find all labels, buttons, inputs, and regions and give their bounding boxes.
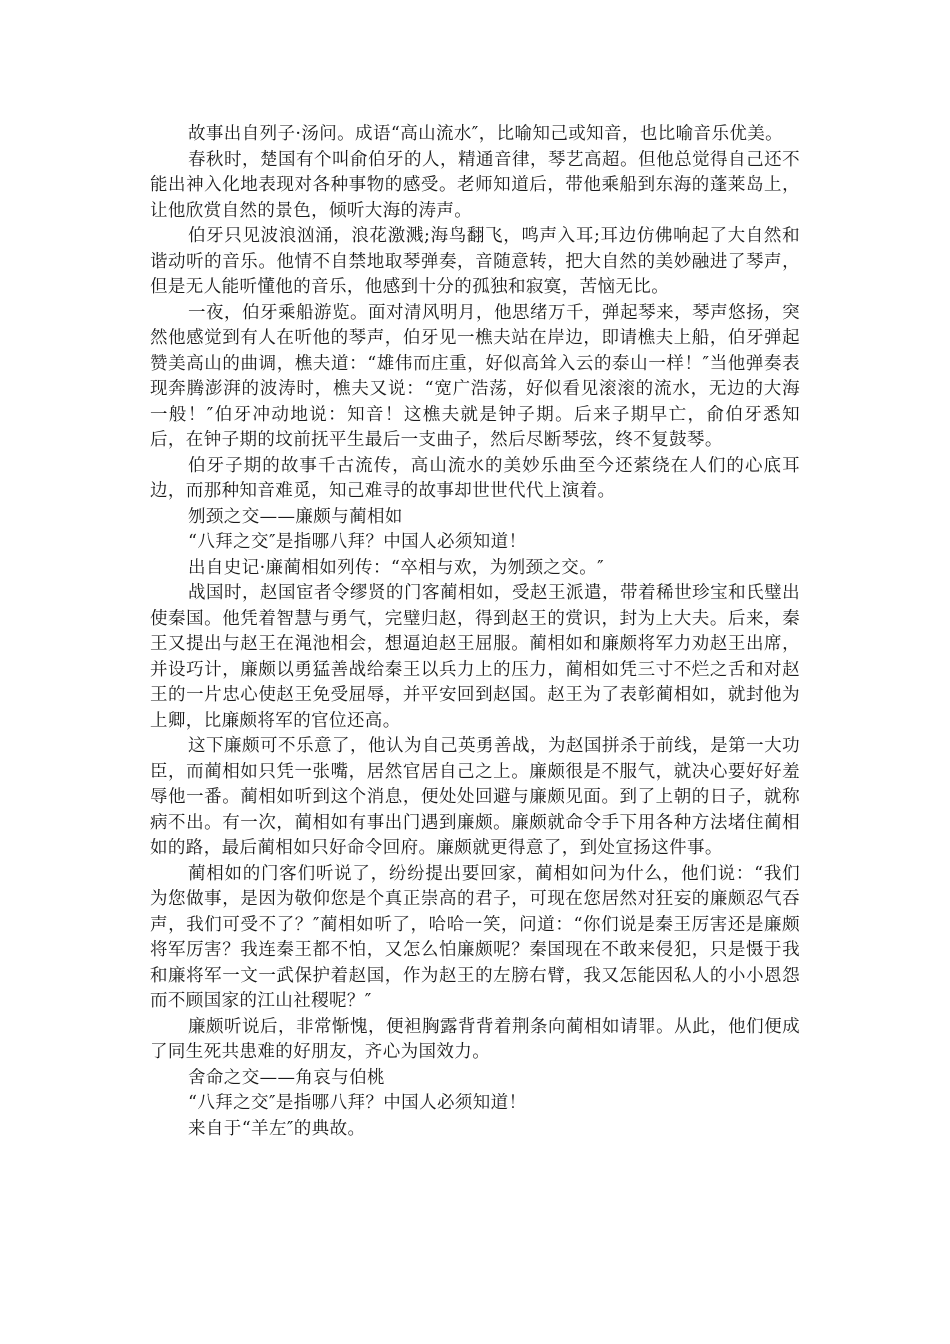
paragraph-boya-ziqi: 一夜，伯牙乘船游览。面对清风明月，他思绪万千，弹起琴来，琴声悠扬，突然他感觉到有人在听他的琴声，伯牙见一樵夫站在岸边，即请樵夫上船，伯牙弹起赞美高山的曲调，樵夫道：“雄伟而庄重，好似高耸入云的泰山一样！″当他弹奏表现奔腾澎湃的波涛时，樵夫又说：“宽广浩荡，好似看见滚滚的流水，无边的大海一般！″伯牙冲动地说：知音！这樵夫就是钟子期。后来子期早亡，俞伯牙悉知后，在钟子期的坟前抚平生最后一支曲子，然后尽断琴弦，终不复鼓琴。 bbox=[150, 302, 800, 450]
subheading-babai-2: “八拜之交″是指哪八拜？中国人必须知道！ bbox=[188, 1093, 527, 1113]
paragraph-boya-background: 春秋时，楚国有个叫俞伯牙的人，精通音律，琴艺高超。但他总觉得自己还不能出神入化地表现对各种事物的感受。老师知道后，带他乘船到东海的蓬莱岛上，让他欣赏自然的景色，倾听大海的涛声。 bbox=[150, 149, 800, 221]
paragraph-lianpo-displeased: 这下廉颇可不乐意了，他认为自己英勇善战，为赵国拼杀于前线，是第一大功臣，而蔺相如只凭一张嘴，居然官居自己之上。廉颇很是不服气，就决心要好好羞辱他一番。蔺相如听到这个消息，便处处回避与廉颇见面。到了上朝的日子，就称病不出。有一次，蔺相如有事出门遇到廉颇。廉颇就命令手下用各种方法堵住蔺相如的路，最后蔺相如只好命令回府。廉颇就更得意了，到处宣扬这件事。 bbox=[150, 736, 800, 858]
source-line-yangzuo: 来自于“羊左″的典故。 bbox=[188, 1118, 366, 1139]
section-heading-sheming: 舍命之交——角哀与伯桃 bbox=[188, 1067, 385, 1088]
paragraph-boya-sea: 伯牙只见波浪汹涌，浪花激溅;海鸟翻飞，鸣声入耳;耳边仿佛响起了大自然和谐动听的音乐。他情不自禁地取琴弹奏，音随意转，把大自然的美妙融进了琴声，但是无人能听懂他的音乐，他感到十分的孤独和寂寞，苦恼无比。 bbox=[150, 226, 800, 297]
paragraph-intro: 故事出自列子·汤问。成语“高山流水″，比喻知己或知音，也比喻音乐优美。 bbox=[188, 124, 784, 144]
paragraph-retainers: 蔺相如的门客们听说了，纷纷提出要回家，蔺相如问为什么，他们说：“我们为您做事，是因为敬仰您是个真正崇高的君子，可现在您居然对狂妄的廉颇忍气吞声，我们可受不了？″蔺相如听了，哈哈一笑，问道：“你们说是秦王厉害还是廉颇将军厉害？我连秦王都不怕，又怎么怕廉颇呢？秦国现在不敢来侵犯，只是慑于我和廉将军一文一武保护着赵国，作为赵王的左膀右臂，我又怎能因私人的小小恩怨而不顾国家的江山社稷呢？″ bbox=[150, 863, 800, 1011]
subheading-babai-1: “八拜之交″是指哪八拜？中国人必须知道！ bbox=[188, 532, 527, 552]
paragraph-apology: 廉颇听说后，非常惭愧，便袒胸露背背着荆条向蔺相如请罪。从此，他们便成了同生死共患难的好朋友，齐心为国效力。 bbox=[150, 1016, 800, 1062]
document-body bbox=[150, 122, 800, 1142]
paragraph-lin-xiangru-story: 战国时，赵国宦者令缪贤的门客蔺相如，受赵王派遣，带着稀世珍宝和氏璧出使秦国。他凭着智慧与勇气，完璧归赵，得到赵王的赏识，封为上大夫。后来，秦王又提出与赵王在渑池相会，想逼迫赵王屈服。蔺相如和廉颇将军力劝赵王出席，并设巧计，廉颇以勇猛善战给秦王以兵力上的压力，蔺相如凭三寸不烂之舌和对赵王的一片忠心使赵王免受屈辱，并平安回到赵国。赵王为了表彰蔺相如，就封他为上卿，比廉颇将军的官位还高。 bbox=[150, 583, 800, 731]
section-heading-wenjing: 刎颈之交——廉颇与蔺相如 bbox=[188, 506, 403, 527]
paragraph-boya-legacy: 伯牙子期的故事千古流传，高山流水的美妙乐曲至今还萦绕在人们的心底耳边，而那种知音难觅，知己难寻的故事却世世代代上演着。 bbox=[150, 455, 800, 501]
source-line-shiji: 出自史记·廉蔺相如列传：“卒相与欢，为刎颈之交。″ bbox=[188, 557, 605, 578]
